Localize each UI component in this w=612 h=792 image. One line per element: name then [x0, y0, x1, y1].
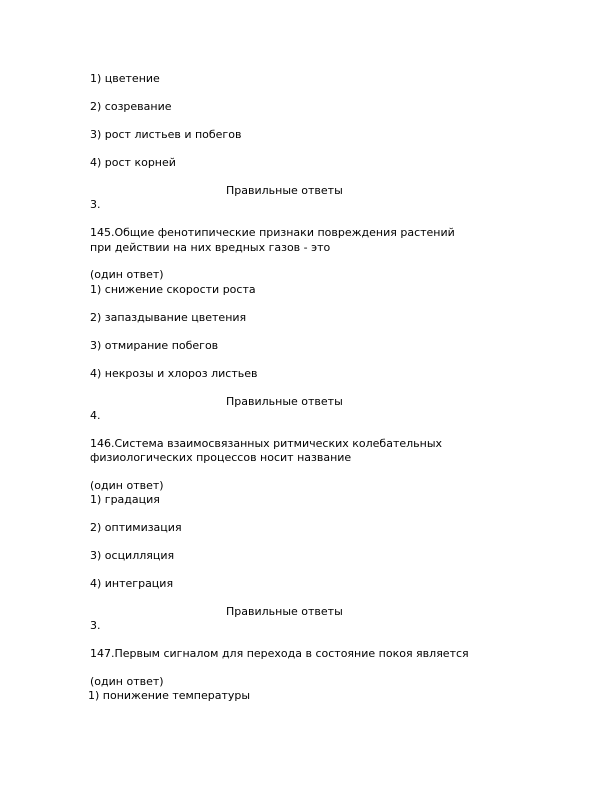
- option-1: 1) цветение: [90, 72, 160, 85]
- question-146-title-line2: физиологических процессов носит название: [90, 451, 352, 464]
- correct-answer: 3.: [90, 619, 101, 632]
- answers-header: Правильные ответы: [226, 395, 343, 408]
- answers-header: Правильные ответы: [226, 184, 343, 197]
- question-146-title-line1: 146.Система взаимосвязанных ритмических колебательных: [90, 437, 443, 450]
- question-145-title-line1: 145.Общие фенотипические признаки повреждения растений: [90, 226, 455, 239]
- option-2: 2) оптимизация: [90, 521, 182, 534]
- correct-answer: 4.: [90, 409, 101, 422]
- option-3: 3) рост листьев и побегов: [90, 128, 242, 141]
- answer-type: (один ответ): [90, 268, 164, 281]
- option-1: 1) градация: [90, 493, 160, 506]
- option-1: 1) понижение температуры: [88, 689, 251, 702]
- option-3: 3) осцилляция: [90, 549, 175, 562]
- correct-answer: 3.: [90, 198, 101, 211]
- option-3: 3) отмирание побегов: [90, 339, 219, 352]
- option-4: 4) интеграция: [90, 577, 174, 590]
- answer-type: (один ответ): [90, 479, 164, 492]
- option-1: 1) снижение скорости роста: [90, 283, 256, 296]
- answers-header: Правильные ответы: [226, 605, 343, 618]
- question-145-title-line2: при действии на них вредных газов - это: [90, 241, 331, 254]
- answer-type: (один ответ): [90, 675, 164, 688]
- option-2: 2) созревание: [90, 100, 172, 113]
- option-2: 2) запаздывание цветения: [90, 311, 247, 324]
- option-4: 4) рост корней: [90, 156, 176, 169]
- option-4: 4) некрозы и хлороз листьев: [90, 367, 258, 380]
- question-147-title: 147.Первым сигналом для перехода в состояние покоя является: [90, 647, 469, 660]
